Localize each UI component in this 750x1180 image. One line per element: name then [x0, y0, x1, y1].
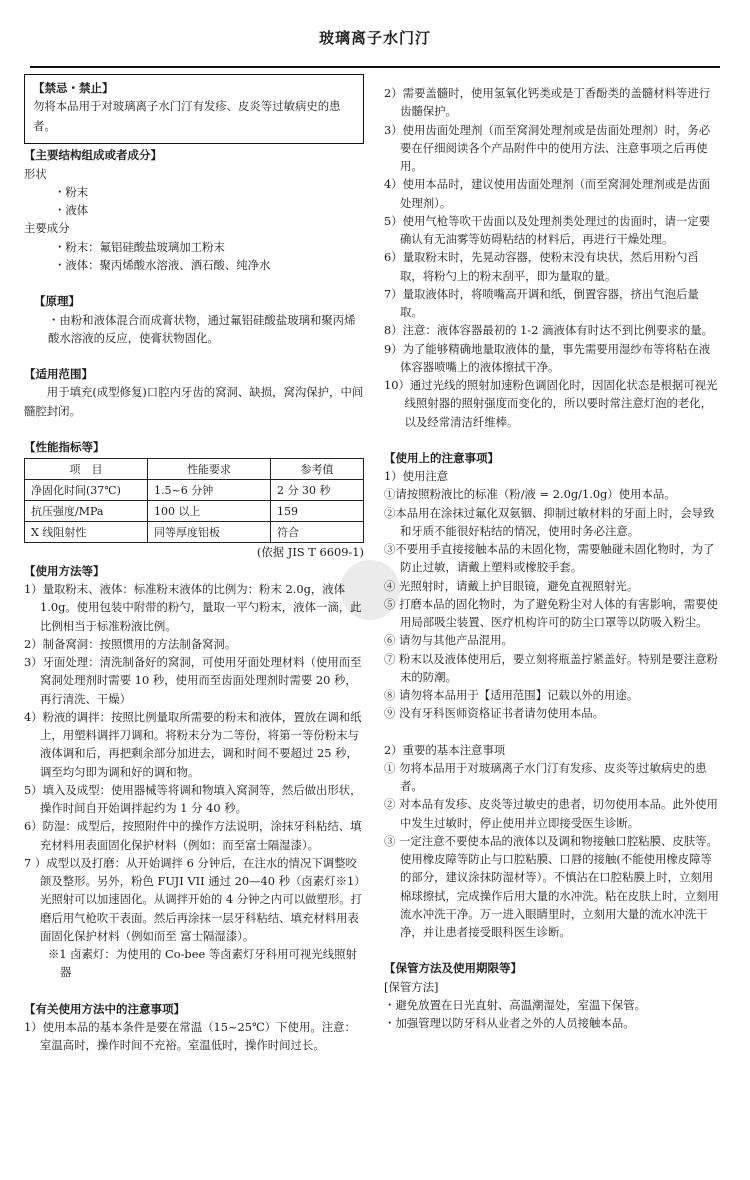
column-header: 参考值: [271, 459, 364, 480]
table-cell: 抗压强度/MPa: [25, 501, 148, 522]
table-cell: 159: [271, 501, 364, 522]
left-column: [24, 74, 364, 1054]
usage-step: 2）制备窝洞：按照惯用的方法制备窝洞。: [24, 636, 237, 651]
usage-precaution-item: 6）量取粉末时，先晃动容器，使粉末没有块状，然后用粉勺舀取，将粉勺上的粉末刮平，即为量取的量。: [384, 250, 699, 283]
principle-header: 【原理】: [34, 294, 80, 309]
usage-step: 4）粉液的调拌：按照比例量取所需要的粉末和液体，置放在调和纸上，用塑料调拌刀调和。将粉末分为二等份，将第一等份粉末与液体调和后，再把剩余部分加进去，调和时间不要超过 25 秒，调至均匀即为调和好的调和物。: [24, 709, 362, 779]
column-header: 性能要求: [148, 459, 271, 480]
usage-step: 6）防湿：成型后，按照附件中的操作方法说明，涂抹牙科粘结、填充材料用表面固化保护材料（例如：而至富士隔湿漆）。: [24, 819, 362, 852]
performance-header: 【性能指标等】: [24, 439, 105, 454]
storage-sub-heading: [保管方法]: [384, 979, 439, 994]
table-header-row: [25, 459, 364, 480]
usage-precaution-item: 10）通过光线的照射加速粉色调固化时，因固化状态是根据可视光线照射器的照射强度而变化的，所以要时常注意灯泡的老化，以及经常清洁纤维棒。: [384, 378, 718, 429]
precautions-sub-heading: 1）使用注意: [384, 469, 449, 484]
table-cell: 100 以上: [148, 501, 271, 522]
prohibition-header: 【禁忌・禁止】: [33, 81, 114, 95]
usage-precaution-item: 4）使用本品时，建议使用齿面处理剂（而至窝洞处理剂或是齿面处理剂）。: [384, 177, 711, 210]
prohibition-box: [24, 74, 364, 144]
table-cell: 2 分 30 秒: [271, 480, 364, 501]
precautions-sub-heading: 2）重要的基本注意事项: [384, 742, 506, 757]
precaution-item: ③不要用手直接接触本品的未固化物，需要触碰未固化物时，为了防止过敏，请戴上塑料或橡胶手套。: [384, 542, 715, 575]
usage-precaution-item: 5）使用气枪等吹干齿面以及处理剂类处理过的齿面时，请一定要确认有无油雾等妨碍粘结的材料后，再进行干燥处理。: [384, 213, 711, 246]
usage-precaution-item: 3）使用齿面处理剂（而至窝洞处理剂或是齿面处理剂）时，务必要在仔细阅读各个产品附件中的使用方法、注意事项之后再使用。: [384, 122, 711, 173]
precaution-item: ②本品用在涂抹过氟化双氨铟、抑制过敏材料的牙面上时，会导致和牙质不能很好粘结的情况，使用时务必注意。: [384, 505, 715, 538]
table-row: [25, 501, 364, 522]
precaution-item: ⑨ 没有牙科医师资格证书者请勿使用本品。: [384, 706, 605, 721]
column-header: 项 目: [25, 459, 148, 480]
right-column: [384, 84, 720, 1033]
usage-precaution-item: 2）需要盖髓时，使用氢氧化钙类或是丁香酚类的盖髓材料等进行齿髓保护。: [384, 86, 711, 119]
ingredient-label: 主要成分: [24, 221, 70, 236]
composition-header: 【主要结构组成或者成分】: [24, 148, 162, 163]
precaution-item: ⑧ 请勿将本品用于【适用范围】记载以外的用途。: [384, 688, 639, 703]
storage-item: ・加强管理以防牙科从业者之外的人员接触本品。: [384, 1016, 635, 1031]
ingredient-item: ・液体：聚丙烯酸水溶液、酒石酸、纯净水: [54, 257, 271, 272]
usage-step: 1）量取粉末、液体：标准粉末液体的比例为：粉末 2.0g，液体 1.0g。使用包装中附带的粉勺，量取一平勺粉末，液体一滴，此比例相当于标准粉液比例。: [24, 582, 362, 633]
storage-header: 【保管方法及使用期限等】: [384, 961, 522, 976]
precaution-item: ⑦ 粉末以及液体使用后，要立刻将瓶盖拧紧盖好。特别是要注意粉末的防潮。: [384, 651, 718, 684]
form-item: ・粉末: [54, 184, 89, 199]
precaution-item: ①请按照粉液比的标准（粉/液 = 2.0g/1.0g）使用本品。: [384, 487, 676, 502]
usage-note: ※1 卤素灯：为使用的 Co-bee 等卤素灯牙科用可视光线照射器: [48, 947, 357, 980]
precaution-item: ⑥ 请勿与其他产品混用。: [384, 633, 513, 648]
usage-precautions-header: 【有关使用方法中的注意事项】: [24, 1001, 185, 1016]
usage-step: 7 ）成型以及打磨：从开始调拌 6 分钟后，在注水的情况下调整咬颌及整形。另外，粉色 FUJI VII 通过 20—40 秒（卤素灯※1）光照射可以加速固化。从调拌开始的 4 分钟之内可以做塑形。打磨后用气枪吹干表面。然后再涂抹一层牙科粘结、填充材料用表面固化保护材料（例如而至 富士隔湿漆）。: [24, 855, 362, 943]
storage-item: ・避免放置在日光直射、高温潮湿处，室温下保管。: [384, 998, 646, 1013]
principle-text: ・由粉和液体混合而成膏状物，通过氟铝硅酸盐玻璃和聚丙烯酸水溶液的反应，使膏状物固化。: [48, 312, 356, 345]
precaution-item: ③ 一定注意不要使本品的液体以及调和物接触口腔粘膜、皮肤等。使用橡皮障等防止与口腔粘膜、口唇的接触(不能使用橡皮障等的部分，建议涂抹防湿材等）。不慎沾在口腔粘膜上时，立刻用棉球擦拭，完成操作后用大量的水冲洗。粘在皮肤上时，立刻用流水冲洗干净。万一进入眼睛里时，立刻用大量的流水冲洗干净，并让患者接受眼科医生诊断。: [384, 833, 719, 940]
ingredient-item: ・粉末：氟铝硅酸盐玻璃加工粉末: [54, 239, 225, 254]
precaution-item: ④ 光照射时，请戴上护目眼镜，避免直视照射光。: [384, 578, 639, 593]
performance-table: [24, 458, 364, 543]
form-label: 形状: [24, 166, 47, 181]
table-cell: 1.5~6 分钟: [148, 480, 271, 501]
precaution-item: ① 勿将本品用于对玻璃离子水门汀有发疹、皮炎等过敏病史的患者。: [384, 760, 707, 794]
title-rule: [30, 66, 720, 68]
precaution-item: ⑤ 打磨本品的固化物时，为了避免粉尘对人体的有害影响，需要使用局部吸尘装置、医疗机构许可的防尘口罩等以防吸入粉尘。: [384, 596, 718, 630]
table-cell: 同等厚度铝板: [148, 522, 271, 543]
table-cell: 净固化时间(37℃): [25, 480, 148, 501]
prohibition-text: 勿将本品用于对玻璃离子水门汀有发疹、皮炎等过敏病史的患者。: [33, 99, 341, 134]
usage-precaution-item: 9）为了能够精确地量取液体的量，事先需要用湿纱布等将粘在液体容器喷嘴上的液体擦拭干净。: [384, 341, 711, 374]
table-row: [25, 522, 364, 543]
performance-basis: (依据 JIS T 6609-1): [256, 545, 364, 560]
form-item: ・液体: [54, 203, 89, 218]
precautions-header: 【使用上的注意事项】: [384, 450, 499, 465]
usage-step: 3）牙面处理：清洗制备好的窝洞，可使用牙面处理材料（使用而至窝洞处理剂时需要 10 秒，使用而至齿面处理剂时需要 20 秒，再行清洗、干燥）: [24, 655, 362, 706]
table-cell: X 线阻射性: [25, 522, 148, 543]
scope-header: 【适用范围】: [24, 367, 93, 382]
usage-precaution-item: 7）量取液体时，将喷嘴高开调和纸，倒置容器，挤出气泡后量取。: [384, 286, 699, 319]
scope-text: 用于填充(成型修复)口腔内牙齿的窝洞、缺损，窝沟保护，中间髓腔封闭。: [24, 385, 364, 418]
usage-precaution-item: 1）使用本品的基本条件是要在常温（15~25℃）下使用。注意：室温高时，操作时间不充裕。室温低时，操作时间过长。: [24, 1019, 356, 1053]
page-title: 玻璃离子水门汀: [318, 29, 431, 47]
usage-header: 【使用方法等】: [24, 563, 105, 578]
usage-step: 5）填入及成型：使用器械等将调和物填入窝洞等，然后做出形状，操作时间自开始调拌起约为 1 分 40 秒。: [24, 782, 362, 815]
table-cell: 符合: [271, 522, 364, 543]
table-row: [25, 480, 364, 501]
precaution-item: ② 对本品有发疹、皮炎等过敏史的患者，切勿使用本品。此外使用中发生过敏时，停止使用并立即接受医生诊断。: [384, 797, 718, 830]
usage-precaution-item: 8）注意：液体容器最初的 1-2 滴液体有时达不到比例要求的量。: [384, 323, 713, 338]
